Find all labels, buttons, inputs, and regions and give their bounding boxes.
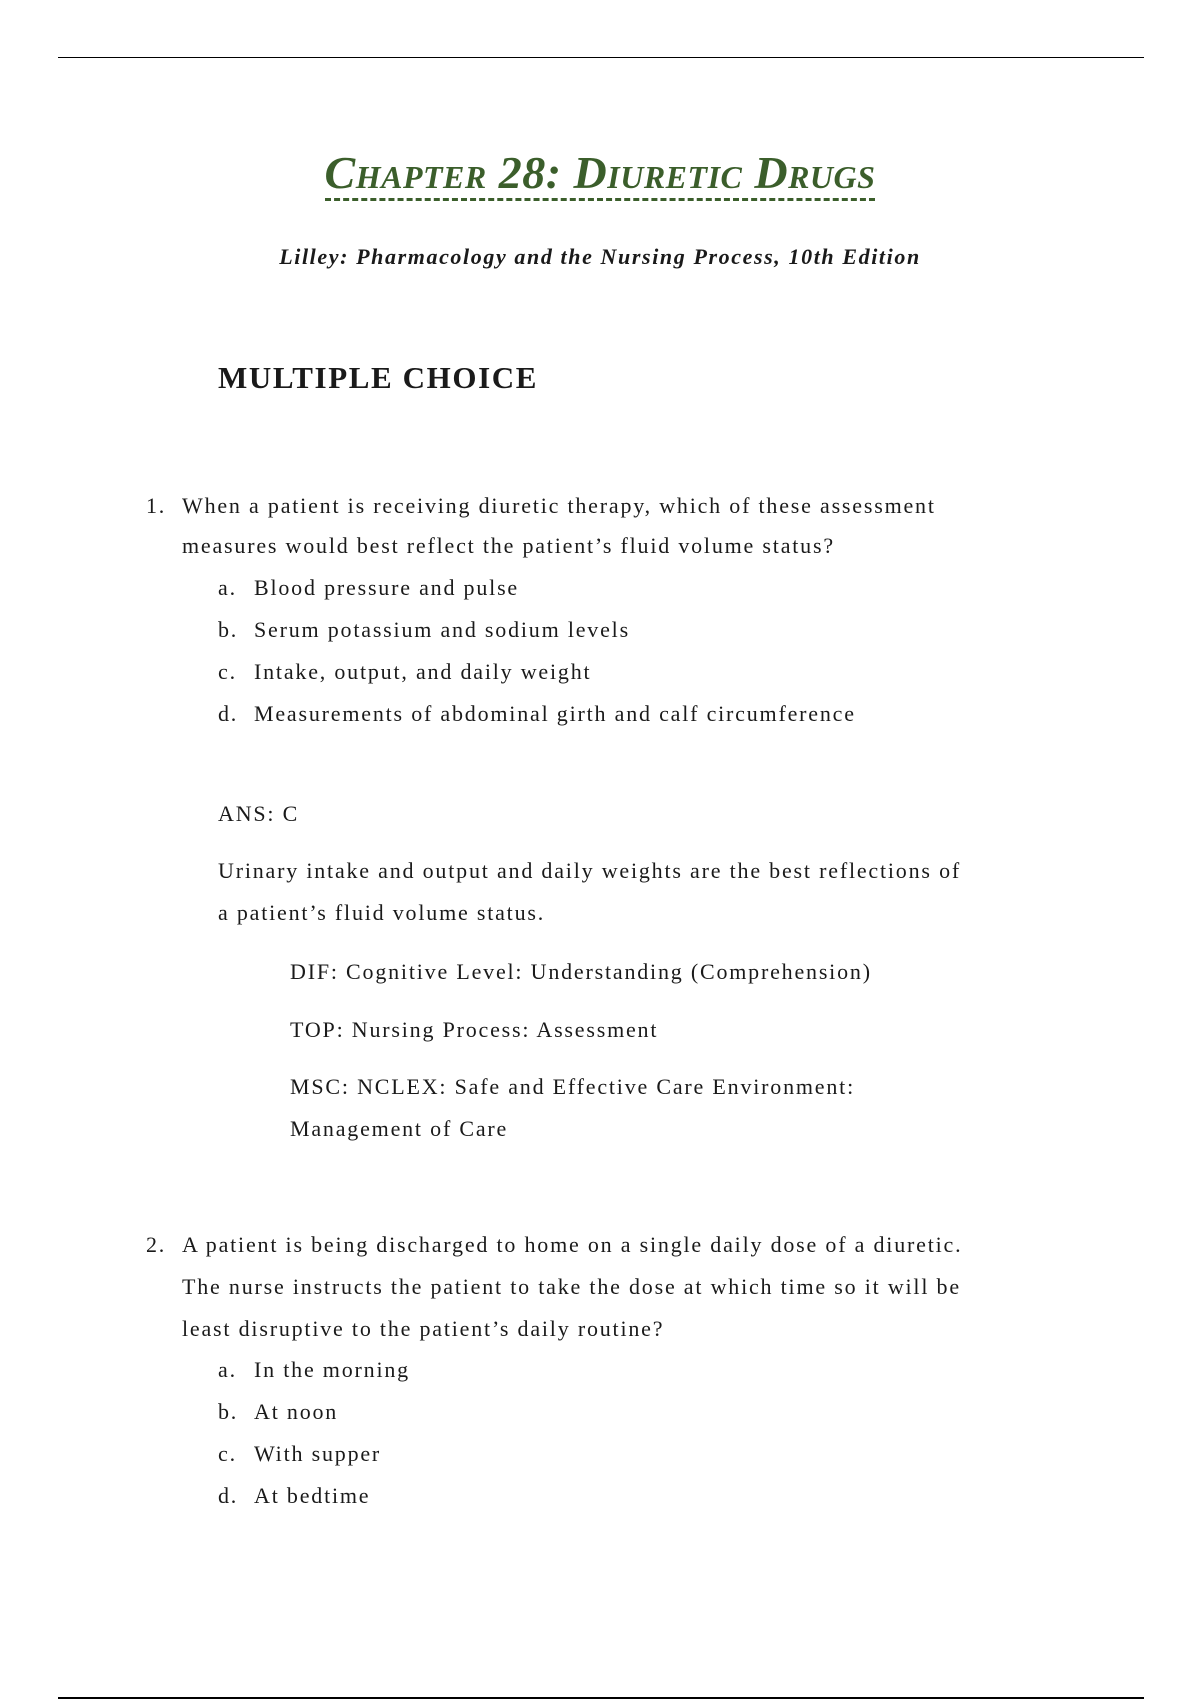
option-text: Blood pressure and pulse	[254, 575, 519, 600]
option-letter: c.	[218, 1441, 237, 1466]
rationale-line: Urinary intake and output and daily weights are the best reflections of	[218, 858, 961, 883]
option-text: At noon	[254, 1399, 339, 1424]
answer-key: ANS: C	[218, 801, 300, 826]
option-text: Serum potassium and sodium levels	[254, 617, 630, 642]
question-stem-line: When a patient is receiving diuretic therapy, which of these assessment	[182, 493, 936, 518]
section-heading: MULTIPLE CHOICE	[218, 360, 538, 395]
option-letter: b.	[218, 617, 239, 642]
topic-meta: TOP: Nursing Process: Assessment	[290, 1017, 659, 1042]
question-number: 2.	[146, 1232, 167, 1257]
option-letter: d.	[218, 1483, 239, 1508]
option-letter: a.	[218, 575, 237, 600]
question-stem-line: The nurse instructs the patient to take the dose at which time so it will be	[182, 1274, 961, 1299]
option-text: With supper	[254, 1441, 382, 1466]
book-subtitle: Lilley: Pharmacology and the Nursing Process, 10th Edition	[279, 244, 921, 269]
chapter-title: Chapter 28: Diuretic Drugs	[325, 148, 876, 201]
question-stem-line: A patient is being discharged to home on a single daily dose of a diuretic.	[182, 1232, 963, 1257]
option-text: Measurements of abdominal girth and calf circumference	[254, 701, 856, 726]
question-stem-line: measures would best reflect the patient’s fluid volume status?	[182, 533, 835, 558]
option-text: Intake, output, and daily weight	[254, 659, 592, 684]
option-text: In the morning	[254, 1357, 410, 1382]
rationale-line: a patient’s fluid volume status.	[218, 900, 546, 925]
msc-meta-line: Management of Care	[290, 1116, 509, 1141]
question-stem-line: least disruptive to the patient’s daily routine?	[182, 1316, 665, 1341]
option-text: At bedtime	[254, 1483, 371, 1508]
title-block	[0, 148, 1200, 201]
difficulty-meta: DIF: Cognitive Level: Understanding (Comprehension)	[290, 959, 872, 984]
question-number: 1.	[146, 493, 167, 518]
option-letter: b.	[218, 1399, 239, 1424]
bottom-rule	[58, 1697, 1144, 1699]
msc-meta-line: MSC: NCLEX: Safe and Effective Care Environment:	[290, 1074, 855, 1099]
option-letter: a.	[218, 1357, 237, 1382]
top-rule	[58, 57, 1144, 58]
option-letter: c.	[218, 659, 237, 684]
option-letter: d.	[218, 701, 239, 726]
